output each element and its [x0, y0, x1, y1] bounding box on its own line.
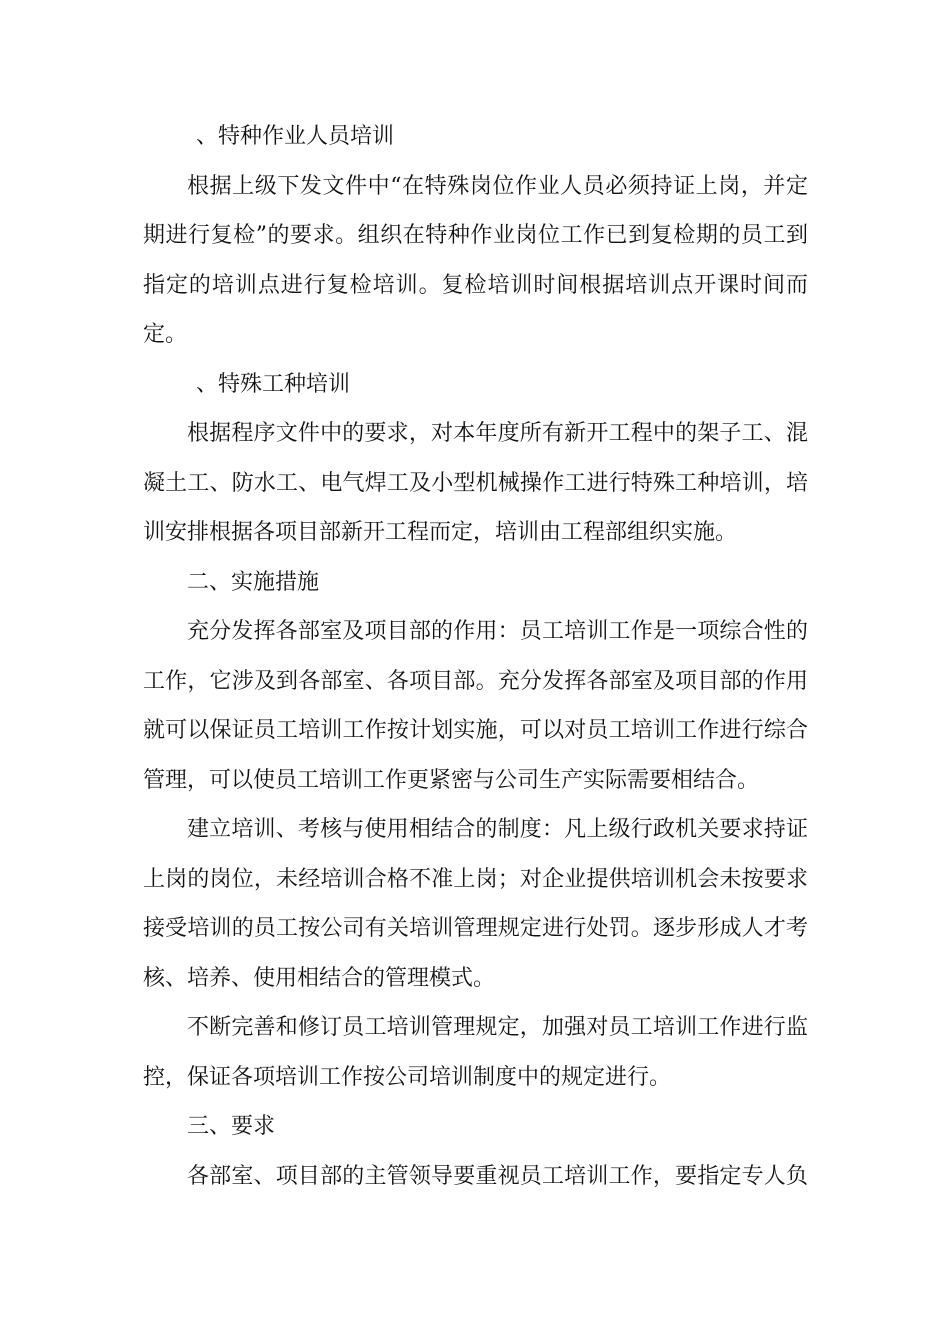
paragraph-line: 指定的培训点进行复检培训。复检培训时间根据培训点开课时间而	[143, 272, 808, 298]
section-heading-requirements: 三、要求	[187, 1114, 276, 1139]
paragraph-line: 控，保证各项培训工作按公司培训制度中的规定进行。	[143, 1064, 672, 1090]
section-heading-special-operation: 、特种作业人员培训	[196, 124, 395, 149]
paragraph-line: 管理，可以使员工培训工作更紧密与公司生产实际需要相结合。	[143, 767, 760, 793]
paragraph-line: 核、培养、使用相结合的管理模式。	[143, 965, 496, 991]
paragraph-line: 充分发挥各部室及项目部的作用：员工培训工作是一项综合性的	[187, 619, 808, 644]
paragraph-line: 凝土工、防水工、电气焊工及小型机械操作工进行特殊工种培训，培	[143, 470, 808, 496]
paragraph-line: 训安排根据各项目部新开工程而定，培训由工程部组织实施。	[143, 520, 738, 545]
paragraph-line: 就可以保证员工培训工作按计划实施，可以对员工培训工作进行综合	[143, 718, 808, 743]
document-body	[143, 112, 808, 1201]
section-heading-measures: 二、实施措施	[187, 569, 320, 595]
section-heading-special-trade: 、特殊工种培训	[196, 371, 351, 397]
paragraph-line: 定。	[143, 322, 188, 347]
paragraph-line: 建立培训、考核与使用相结合的制度：凡上级行政机关要求持证	[187, 817, 808, 842]
paragraph-line: 根据上级下发文件中“在特殊岗位作业人员必须持证上岗，并定	[187, 173, 808, 199]
paragraph-line: 不断完善和修订员工培训管理规定，加强对员工培训工作进行监	[187, 1015, 808, 1040]
paragraph-line: 接受培训的员工按公司有关培训管理规定进行处罚。逐步形成人才考	[143, 916, 808, 941]
paragraph-line: 上岗的岗位，未经培训合格不准上岗；对企业提供培训机会未按要求	[143, 866, 808, 892]
paragraph-line: 期进行复检”的要求。组织在特种作业岗位工作已到复检期的员工到	[143, 223, 808, 248]
paragraph-line: 各部室、项目部的主管领导要重视员工培训工作，要指定专人负	[187, 1163, 808, 1189]
paragraph-line: 根据程序文件中的要求，对本年度所有新开工程中的架子工、混	[187, 421, 808, 446]
paragraph-line: 工作，它涉及到各部室、各项目部。充分发挥各部室及项目部的作用	[143, 668, 808, 694]
